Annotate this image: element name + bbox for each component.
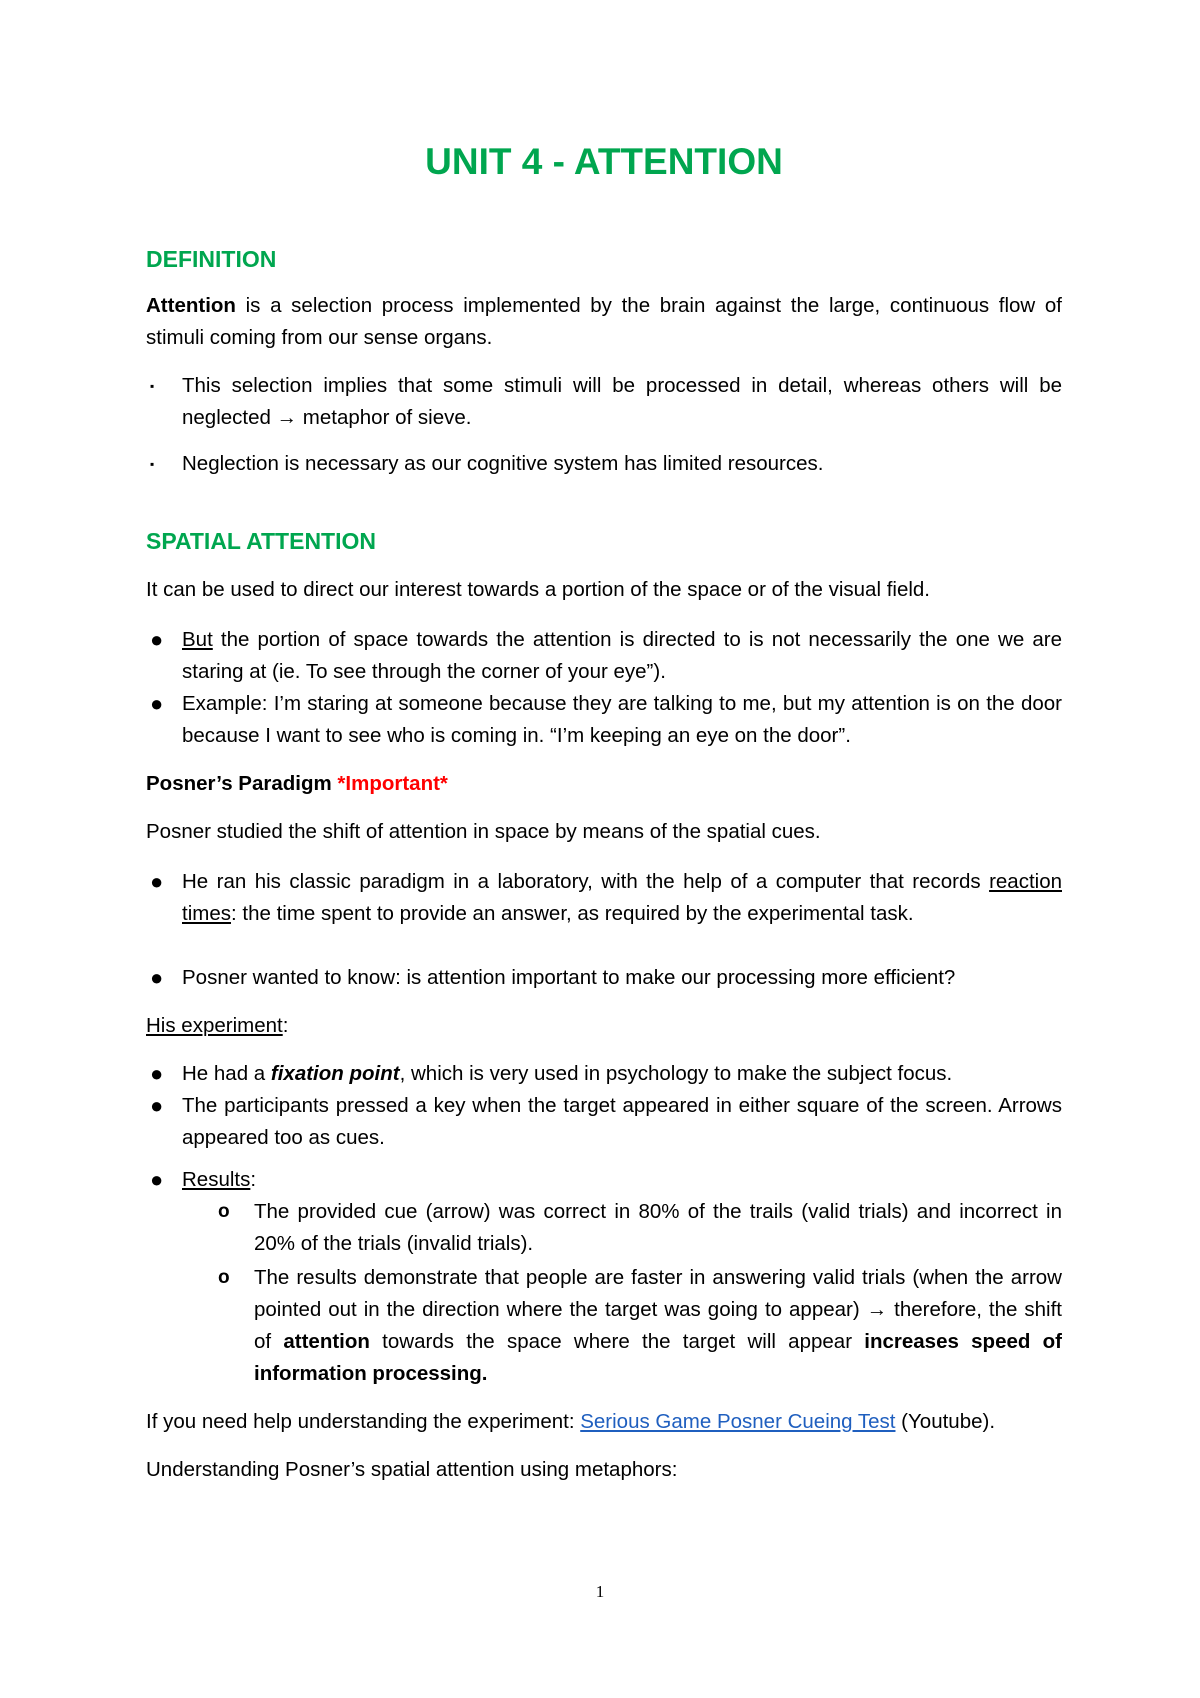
bullet-text: This selection implies that some stimuli will be processed in detail, whereas others will be neglected → metaphor of sieve. bbox=[182, 374, 1062, 429]
sub-list-item bbox=[218, 1196, 1062, 1260]
attention-term: Attention bbox=[146, 294, 236, 317]
bullet-dot-icon: ● bbox=[150, 1061, 164, 1086]
bullet-dot-icon: ● bbox=[150, 1093, 164, 1118]
circle-bullet-icon: o bbox=[218, 1267, 230, 1288]
posner-intro: Posner studied the shift of attention in space by means of the spatial cues. bbox=[146, 820, 821, 843]
bullet-text: Example: I’m staring at someone because they are talking to me, but my attention is on the door because I want to see who is coming in. “I’m keeping an eye on the door”. bbox=[182, 692, 1062, 747]
square-bullet-icon: ▪ bbox=[150, 379, 155, 393]
list-item bbox=[146, 1164, 1062, 1196]
bullet-text: But the portion of space towards the attention is directed to is not necessarily the one we are staring at (ie. To see through the corner of your eye”). bbox=[182, 628, 1062, 683]
bullet-text: Neglection is necessary as our cognitive system has limited resources. bbox=[182, 452, 824, 475]
page-title: UNIT 4 - ATTENTION bbox=[425, 141, 783, 182]
bullet-text: Posner wanted to know: is attention important to make our processing more efficient? bbox=[182, 966, 956, 989]
bullet-text: The participants pressed a key when the target appeared in either square of the screen. Arrows appeared too as cues. bbox=[182, 1094, 1062, 1149]
sub-bullet-text: The results demonstrate that people are faster in answering valid trials (when the arrow pointed out in the direction where the target was going to appear) → therefore, the shift of attention towards the space where the target will appear increases speed of information processing. bbox=[254, 1266, 1062, 1385]
list-item bbox=[146, 688, 1062, 752]
posner-subheading: Posner’s Paradigm *Important* bbox=[146, 772, 448, 795]
list-item bbox=[146, 962, 1062, 994]
list-item bbox=[146, 370, 1062, 434]
bullet-dot-icon: ● bbox=[150, 627, 164, 652]
list-item bbox=[146, 624, 1062, 688]
definition-paragraph bbox=[146, 290, 1062, 354]
bullet-dot-icon: ● bbox=[150, 869, 164, 894]
bullet-dot-icon: ● bbox=[150, 691, 164, 716]
list-item bbox=[146, 866, 1062, 930]
bullet-text: He had a fixation point, which is very used in psychology to make the subject focus. bbox=[182, 1062, 953, 1085]
definition-text: is a selection process implemented by the brain against the large, continuous flow of stimuli coming from our sense organs. bbox=[146, 294, 1062, 349]
sub-bullet-text: The provided cue (arrow) was correct in 80% of the trails (valid trials) and incorrect in 20% of the trials (invalid trials). bbox=[254, 1200, 1062, 1255]
list-item bbox=[146, 448, 1062, 480]
experiment-label: His experiment: bbox=[146, 1014, 289, 1037]
right-arrow-icon: → bbox=[866, 1298, 888, 1321]
sub-list-item bbox=[218, 1262, 1062, 1390]
youtube-link[interactable]: Serious Game Posner Cueing Test bbox=[580, 1410, 896, 1433]
metaphors-paragraph: Understanding Posner’s spatial attention using metaphors: bbox=[146, 1458, 678, 1481]
bullet-dot-icon: ● bbox=[150, 1167, 164, 1192]
spatial-intro: It can be used to direct our interest towards a portion of the space or of the visual field. bbox=[146, 578, 930, 601]
results-label: Results: bbox=[182, 1168, 257, 1191]
page-number: 1 bbox=[595, 1582, 605, 1601]
spatial-attention-heading: SPATIAL ATTENTION bbox=[146, 528, 376, 554]
list-item bbox=[146, 1058, 1062, 1090]
circle-bullet-icon: o bbox=[218, 1201, 230, 1222]
definition-heading: DEFINITION bbox=[146, 246, 277, 272]
bullet-text: He ran his classic paradigm in a laboratory, with the help of a computer that records reaction times: the time spent to provide an answer, as required by the experimental task. bbox=[182, 870, 1062, 925]
important-label: *Important* bbox=[337, 772, 448, 795]
help-paragraph: If you need help understanding the experiment: Serious Game Posner Cueing Test (Youtube). bbox=[146, 1410, 996, 1433]
bullet-dot-icon: ● bbox=[150, 965, 164, 990]
right-arrow-icon: → bbox=[276, 406, 298, 429]
list-item bbox=[146, 1090, 1062, 1154]
square-bullet-icon: ▪ bbox=[150, 457, 155, 471]
